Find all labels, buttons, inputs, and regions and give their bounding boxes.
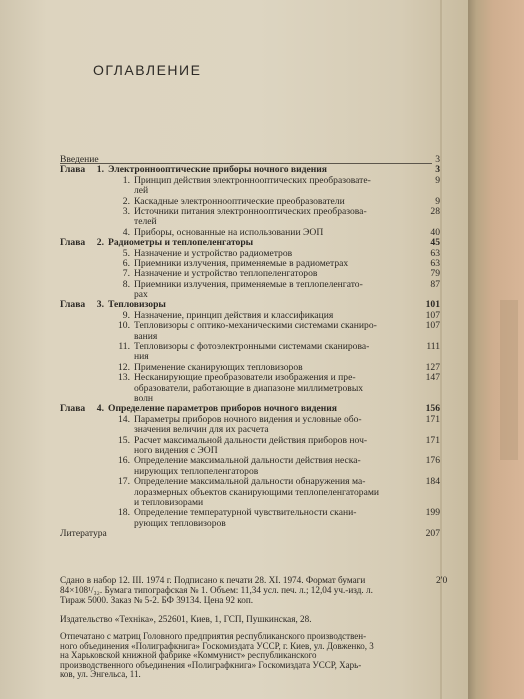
toc-row <box>60 415 440 425</box>
toc-page-number: 3 <box>435 154 440 165</box>
imprint-line: Тираж 5000. Заказ № 5-2. БФ 39134. Цена 92 коп. <box>60 595 254 605</box>
toc-number: 3. <box>96 299 104 311</box>
toc-page-number: 111 <box>426 341 440 353</box>
toc-number: 2. <box>96 237 104 249</box>
toc-page-number: 171 <box>425 434 440 446</box>
toc-number: 16. <box>118 455 130 467</box>
toc-entry-text: образователи, работающие в диапазоне миллиметровых <box>134 383 364 394</box>
toc-row <box>60 384 440 394</box>
toc-row <box>60 186 440 196</box>
toc-row <box>60 197 440 207</box>
toc-page-number: 63 <box>430 247 440 259</box>
toc-entry-text: Электроннооптические приборы ночного видения <box>108 165 327 176</box>
toc-row <box>60 508 440 518</box>
toc-row <box>60 165 440 175</box>
toc-row <box>60 155 440 165</box>
toc-entry-text: и тепловизорами <box>134 497 204 508</box>
printing-line: Отпечатано с матриц Головного предприятия республиканского производствен- <box>60 631 367 641</box>
toc-page-number: 45 <box>430 237 440 249</box>
toc-row <box>60 238 440 248</box>
toc-row <box>60 467 440 477</box>
toc-entry-text: Назначение, принцип действия и классификация <box>134 310 334 321</box>
toc-page-number: 107 <box>425 320 440 332</box>
toc-row <box>60 529 440 539</box>
toc-entry-text: Определение максимальной дальности действия неска- <box>134 456 361 467</box>
toc-entry-text: волн <box>134 393 154 404</box>
section-title: Введение <box>60 154 99 165</box>
toc-row <box>60 342 440 352</box>
publisher-line: Издательство «Техніка», 252601, Киев, 1, ГСП, Пушкинская, 28. <box>60 614 312 624</box>
toc-entry-text: ния <box>134 352 149 363</box>
chapter-prefix: Глава <box>60 164 86 176</box>
toc-row <box>60 394 440 404</box>
toc-row <box>60 373 440 383</box>
printing-line: ного объединения «Полиграфкнига» Госкомиздата УССР, г. Киев, ул. Довженко, 3 <box>60 640 374 651</box>
toc-row <box>60 425 440 435</box>
toc-number: 10. <box>118 320 130 332</box>
toc-page-number: 127 <box>425 361 440 373</box>
toc-row <box>60 217 440 227</box>
toc-entry-text: Расчет максимальной дальности действия приборов ноч- <box>134 435 368 446</box>
toc-row <box>60 249 440 259</box>
toc-entry-text: Приемники излучения, применяемые в радиометрах <box>134 258 349 269</box>
toc-row <box>60 519 440 529</box>
toc-entry-text: Параметры приборов ночного видения и условные обо- <box>134 414 362 425</box>
toc-entry-text: Определение параметров приборов ночного видения <box>108 404 337 415</box>
toc-page-number: 176 <box>425 455 440 467</box>
toc-row <box>60 332 440 342</box>
toc-entry-text: лей <box>134 186 149 197</box>
toc-number: 3. <box>122 205 130 217</box>
toc-row <box>60 176 440 186</box>
printing-line: на Харьковской книжной фабрике «Коммунист» республиканского <box>60 650 317 661</box>
toc-entry-text: Применение сканирующих тепловизоров <box>134 362 303 373</box>
imprint-line: 84×108¹/₃₂. Бумага типографская № 1. Объем: 11,34 усл. печ. л.; 12,04 уч.-изд. л. <box>60 585 373 595</box>
toc-entry-text: Каскадные электроннооптические преобразователи <box>134 196 345 207</box>
table-of-contents <box>60 155 440 539</box>
toc-row <box>60 269 440 279</box>
toc-number: 12. <box>118 361 130 373</box>
toc-page-number: 9 <box>435 195 440 207</box>
toc-number: 11. <box>118 341 130 353</box>
toc-page-number: 184 <box>425 476 440 488</box>
toc-number: 4. <box>122 226 130 238</box>
toc-row <box>60 311 440 321</box>
page-shadow <box>500 300 518 460</box>
toc-entry-text: Определение температурной чувствительности скани- <box>134 508 357 519</box>
toc-entry-text: значения величин для их расчета <box>134 425 269 436</box>
toc-number: 6. <box>122 257 130 269</box>
toc-number: 17. <box>118 476 130 488</box>
chapter-prefix: Глава <box>60 299 86 311</box>
toc-number: 1. <box>96 164 104 176</box>
toc-number: 1. <box>122 174 130 186</box>
toc-page-number: 2'0 <box>436 575 448 586</box>
toc-page-number: 207 <box>425 528 440 540</box>
toc-row <box>60 321 440 331</box>
toc-row <box>60 259 440 269</box>
toc-number: 4. <box>96 403 104 415</box>
toc-number: 7. <box>122 268 130 280</box>
toc-page-number: 156 <box>425 403 440 415</box>
toc-row <box>60 207 440 217</box>
toc-row <box>60 228 440 238</box>
toc-entry-text: Источники питания электроннооптических преобразова- <box>134 206 367 217</box>
page-title: ОГЛАВЛЕНИЕ <box>93 62 202 78</box>
toc-row <box>60 498 440 508</box>
toc-number: 13. <box>118 372 130 384</box>
toc-entry-text: нирующих теплопеленгаторов <box>134 466 259 477</box>
toc-row <box>60 280 440 290</box>
toc-row <box>60 446 440 456</box>
toc-row <box>60 352 440 362</box>
toc-page-number: 107 <box>425 309 440 321</box>
chapter-prefix: Глава <box>60 237 86 249</box>
toc-row <box>60 477 440 487</box>
toc-row <box>60 456 440 466</box>
toc-page-number: 101 <box>425 299 440 311</box>
toc-entry-text: лоразмерных объектов сканирующими теплопеленгаторами <box>134 487 380 498</box>
toc-number: 9. <box>122 309 130 321</box>
toc-row <box>60 436 440 446</box>
printing-note <box>60 632 470 680</box>
toc-entry-text: Тепловизоры с оптико-механическими системами сканиро- <box>134 321 377 332</box>
toc-entry-text: Приборы, основанные на использовании ЭОП <box>134 227 324 238</box>
toc-number: 2. <box>122 195 130 207</box>
toc-page-number: 9 <box>435 174 440 186</box>
toc-number: 5. <box>122 247 130 259</box>
toc-entry-text: Назначение и устройство радиометров <box>134 248 293 259</box>
section-title: Литература <box>60 528 107 540</box>
toc-row <box>60 300 440 310</box>
toc-page-number: 40 <box>430 226 440 238</box>
imprint-line: Сдано в набор 12. III. 1974 г. Подписано к печати 28. XI. 1974. Формат бумаги <box>60 575 366 585</box>
toc-page-number: 199 <box>425 507 440 519</box>
toc-entry-text: Назначение и устройство теплопеленгаторов <box>134 269 318 280</box>
toc-entry-text: Приемники излучения, применяемые в теплопеленгато- <box>134 279 363 290</box>
toc-row <box>60 404 440 414</box>
toc-entry-text: рах <box>134 290 148 301</box>
toc-entry-text: рующих тепловизоров <box>134 518 226 529</box>
toc-entry-text: телей <box>134 217 157 228</box>
toc-row <box>60 290 440 300</box>
toc-entry-text: вания <box>134 331 158 342</box>
toc-page-number: 3 <box>435 164 440 176</box>
printing-line: ков, ул. Энгельса, 11. <box>60 669 141 680</box>
toc-number: 18. <box>118 507 130 519</box>
printing-line: производственного объединения «Полиграфкнига» Госкомиздата УССР, Харь- <box>60 659 362 670</box>
toc-entry-text: Несканирующие преобразователи изображения и пре- <box>134 373 356 384</box>
toc-page-number: 79 <box>430 268 440 280</box>
toc-number: 14. <box>118 413 130 425</box>
toc-number: 8. <box>122 278 130 290</box>
toc-row <box>60 488 440 498</box>
toc-row <box>60 363 440 373</box>
imprint-block <box>60 575 455 605</box>
toc-page-number: 147 <box>425 372 440 384</box>
toc-entry-text: Принцип действия электроннооптических преобразовате- <box>134 175 371 186</box>
toc-entry-text: Радиометры и теплопеленгаторы <box>108 238 254 249</box>
chapter-prefix: Глава <box>60 403 86 415</box>
toc-page-number: 28 <box>430 205 440 217</box>
toc-entry-text: ного видения с ЭОП <box>134 445 218 456</box>
toc-page-number: 87 <box>430 278 440 290</box>
toc-number: 15. <box>118 434 130 446</box>
toc-page-number: 171 <box>425 413 440 425</box>
toc-page-number: 63 <box>430 257 440 269</box>
toc-entry-text: Тепловизоры с фотоэлектронными системами сканирова- <box>134 342 370 353</box>
toc-entry-text: Тепловизоры <box>108 300 166 311</box>
toc-entry-text: Определение максимальной дальности обнаружения ма- <box>134 477 366 488</box>
